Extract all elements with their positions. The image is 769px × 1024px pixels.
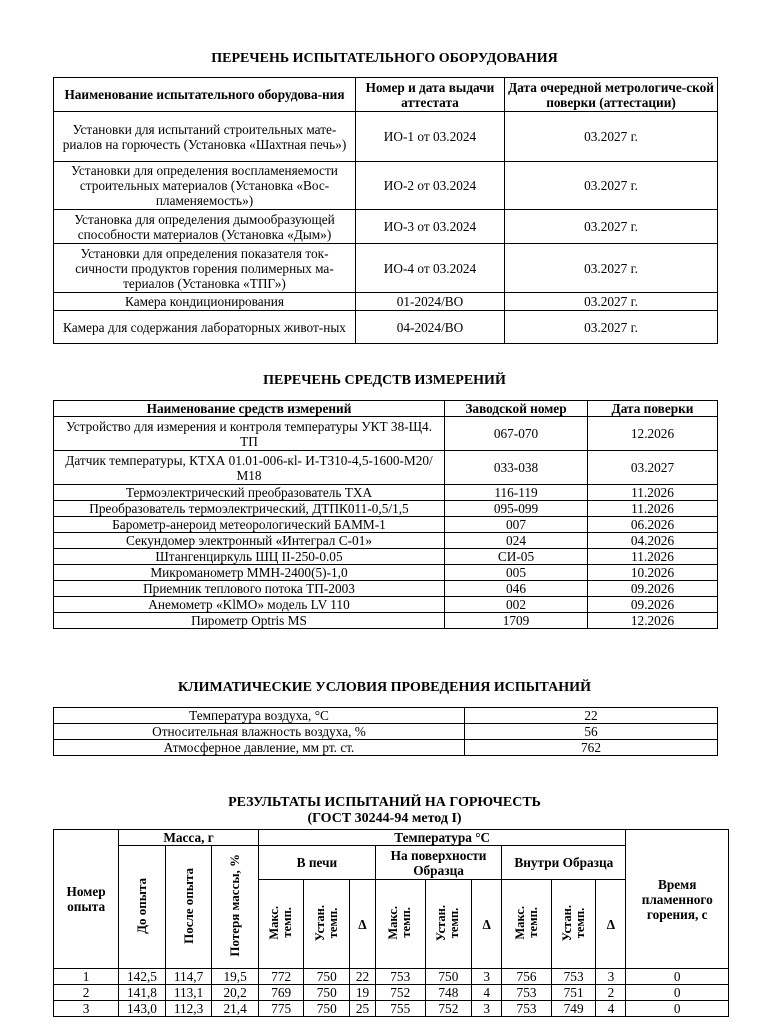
equipment-certificate: ИО-3 от 03.2024 xyxy=(356,210,505,244)
result-furnace-delta: 19 xyxy=(350,985,376,1001)
instrument-check-date: 11.2026 xyxy=(588,549,718,565)
instrument-name: Преобразователь термоэлектрический, ДТПК011-0,5/1,5 xyxy=(54,501,445,517)
equipment-certificate: 04-2024/ВО xyxy=(356,311,505,344)
results-header-furnace-delta: Δ xyxy=(350,880,376,969)
table-row xyxy=(54,533,718,549)
instrument-check-date: 03.2027 xyxy=(588,451,718,485)
equipment-next-check: 03.2027 г. xyxy=(505,210,718,244)
table-row xyxy=(54,597,718,613)
result-furnace-max: 775 xyxy=(258,1001,304,1017)
instrument-serial: 1709 xyxy=(445,613,588,629)
results-header-surface-max: Макс. темп. xyxy=(386,905,414,940)
results-header-loss: Потеря массы, % xyxy=(227,854,243,957)
table-row xyxy=(54,485,718,501)
result-inside-delta: 3 xyxy=(596,969,626,985)
instrument-name: Анемометр «KlMO» модель LV 110 xyxy=(54,597,445,613)
table-row xyxy=(54,162,718,210)
results-header-after: После опыта xyxy=(180,867,196,944)
results-header-inside-set: Устан. темп. xyxy=(559,904,587,941)
instrument-serial: СИ-05 xyxy=(445,549,588,565)
instrument-name: Датчик температуры, КТХА 01.01-006-кl- И-ТЗ10-4,5-1600-М20/М18 xyxy=(54,451,445,485)
climate-value: 22 xyxy=(465,708,718,724)
instrument-check-date: 11.2026 xyxy=(588,501,718,517)
table-row xyxy=(54,451,718,485)
result-mass-after: 113,1 xyxy=(165,985,212,1001)
table-row xyxy=(54,210,718,244)
result-inside-delta: 2 xyxy=(596,985,626,1001)
instrument-check-date: 04.2026 xyxy=(588,533,718,549)
results-header-inside: Внутри Образца xyxy=(502,846,626,880)
result-mass-loss: 21,4 xyxy=(212,1001,259,1017)
result-inside-set: 751 xyxy=(551,985,596,1001)
result-surface-max: 755 xyxy=(375,1001,425,1017)
instrument-serial: 067-070 xyxy=(445,417,588,451)
table-row xyxy=(54,293,718,311)
table-row xyxy=(54,724,718,740)
instrument-check-date: 10.2026 xyxy=(588,565,718,581)
result-surface-set: 750 xyxy=(425,969,472,985)
instrument-serial: 024 xyxy=(445,533,588,549)
result-surface-max: 752 xyxy=(375,985,425,1001)
instruments-header-serial: Заводской номер xyxy=(445,401,588,417)
results-table xyxy=(53,829,729,1017)
results-header-surface-max-cell xyxy=(375,880,425,969)
results-header-inside-set-cell xyxy=(551,880,596,969)
instruments-title: ПЕРЕЧЕНЬ СРЕДСТВ ИЗМЕРЕНИЙ xyxy=(263,373,506,388)
equipment-header-row xyxy=(54,78,718,112)
equipment-header-name: Наименование испытательного оборудова-ния xyxy=(54,78,356,112)
result-flame-time: 0 xyxy=(626,1001,729,1017)
result-flame-time: 0 xyxy=(626,969,729,985)
result-number: 2 xyxy=(54,985,119,1001)
result-inside-set: 753 xyxy=(551,969,596,985)
instrument-name: Микроманометр ММН-2400(5)-1,0 xyxy=(54,565,445,581)
equipment-next-check: 03.2027 г. xyxy=(505,244,718,293)
results-header-furnace: В печи xyxy=(258,846,375,880)
results-header-inside-delta: Δ xyxy=(596,880,626,969)
result-mass-before: 143,0 xyxy=(119,1001,166,1017)
instrument-name: Устройство для измерения и контроля температуры УКТ 38-Щ4. ТП xyxy=(54,417,445,451)
results-title: РЕЗУЛЬТАТЫ ИСПЫТАНИЙ НА ГОРЮЧЕСТЬ xyxy=(228,795,541,810)
results-header-inside-max: Макс. темп. xyxy=(512,905,540,940)
climate-table xyxy=(53,707,718,756)
table-row xyxy=(54,708,718,724)
equipment-certificate: 01-2024/ВО xyxy=(356,293,505,311)
result-mass-after: 114,7 xyxy=(165,969,212,985)
instrument-name: Секундомер электронный «Интеграл С-01» xyxy=(54,533,445,549)
equipment-header-certificate: Номер и дата выдачи аттестата xyxy=(356,78,505,112)
result-mass-after: 112,3 xyxy=(165,1001,212,1017)
instrument-name: Штангенциркуль ШЦ II-250-0.05 xyxy=(54,549,445,565)
equipment-certificate: ИО-4 от 03.2024 xyxy=(356,244,505,293)
result-furnace-set: 750 xyxy=(304,1001,350,1017)
results-header-surface-set-cell xyxy=(425,880,472,969)
equipment-name: Установка для определения дымообразующей способности материалов (Установка «Дым») xyxy=(54,210,356,244)
table-row xyxy=(54,417,718,451)
climate-value: 762 xyxy=(465,740,718,756)
result-mass-before: 142,5 xyxy=(119,969,166,985)
table-row xyxy=(54,985,729,1001)
instrument-serial: 002 xyxy=(445,597,588,613)
instrument-serial: 046 xyxy=(445,581,588,597)
result-surface-delta: 4 xyxy=(472,985,502,1001)
results-header-number: Номер опыта xyxy=(54,830,119,969)
instruments-header-row xyxy=(54,401,718,417)
table-row xyxy=(54,613,718,629)
results-header-before-cell xyxy=(119,846,166,969)
equipment-next-check: 03.2027 г. xyxy=(505,112,718,162)
instrument-check-date: 12.2026 xyxy=(588,613,718,629)
table-row xyxy=(54,311,718,344)
equipment-name: Установки для определения показателя ток-сичности продуктов горения полимерных ма-териалов (Установка «ТПГ») xyxy=(54,244,356,293)
result-mass-loss: 20,2 xyxy=(212,985,259,1001)
table-row xyxy=(54,517,718,533)
instrument-name: Приемник теплового потока ТП-2003 xyxy=(54,581,445,597)
equipment-next-check: 03.2027 г. xyxy=(505,311,718,344)
result-flame-time: 0 xyxy=(626,985,729,1001)
table-row xyxy=(54,581,718,597)
equipment-next-check: 03.2027 г. xyxy=(505,162,718,210)
climate-parameter: Атмосферное давление, мм рт. ст. xyxy=(54,740,465,756)
result-mass-loss: 19,5 xyxy=(212,969,259,985)
result-surface-delta: 3 xyxy=(472,969,502,985)
result-inside-set: 749 xyxy=(551,1001,596,1017)
equipment-name: Камера кондиционирования xyxy=(54,293,356,311)
results-header-furnace-max: Макс. темп. xyxy=(267,905,295,940)
equipment-name: Установки для испытаний строительных мате-риалов на горючесть (Установка «Шахтная печь») xyxy=(54,112,356,162)
results-header-after-cell xyxy=(165,846,212,969)
table-row xyxy=(54,1001,729,1017)
table-row xyxy=(54,969,729,985)
table-row xyxy=(54,112,718,162)
instrument-serial: 095-099 xyxy=(445,501,588,517)
equipment-name: Камера для содержания лабораторных живот-ных xyxy=(54,311,356,344)
instrument-check-date: 09.2026 xyxy=(588,581,718,597)
results-header-furnace-max-cell xyxy=(258,880,304,969)
table-row xyxy=(54,244,718,293)
results-header-loss-cell xyxy=(212,846,259,969)
results-header-furnace-set-cell xyxy=(304,880,350,969)
instrument-check-date: 09.2026 xyxy=(588,597,718,613)
result-inside-delta: 4 xyxy=(596,1001,626,1017)
climate-parameter: Относительная влажность воздуха, % xyxy=(54,724,465,740)
instruments-table xyxy=(53,400,718,629)
instrument-serial: 033-038 xyxy=(445,451,588,485)
equipment-certificate: ИО-2 от 03.2024 xyxy=(356,162,505,210)
instrument-check-date: 06.2026 xyxy=(588,517,718,533)
result-furnace-delta: 22 xyxy=(350,969,376,985)
table-row xyxy=(54,565,718,581)
equipment-certificate: ИО-1 от 03.2024 xyxy=(356,112,505,162)
equipment-name: Установки для определения воспламеняемости строительных материалов (Установка «Вос-пламеняемость») xyxy=(54,162,356,210)
climate-parameter: Температура воздуха, °С xyxy=(54,708,465,724)
result-surface-set: 748 xyxy=(425,985,472,1001)
instrument-serial: 116-119 xyxy=(445,485,588,501)
climate-value: 56 xyxy=(465,724,718,740)
table-row xyxy=(54,501,718,517)
equipment-header-next-check: Дата очередной метрологиче-ской поверки (аттестации) xyxy=(505,78,718,112)
table-row xyxy=(54,549,718,565)
result-inside-max: 756 xyxy=(502,969,552,985)
instruments-header-check-date: Дата поверки xyxy=(588,401,718,417)
result-furnace-set: 750 xyxy=(304,969,350,985)
results-header-surface-delta: Δ xyxy=(472,880,502,969)
instrument-serial: 007 xyxy=(445,517,588,533)
result-furnace-max: 772 xyxy=(258,969,304,985)
instruments-header-name: Наименование средств измерений xyxy=(54,401,445,417)
results-header-furnace-set: Устан. темп. xyxy=(312,904,340,941)
results-header-flame-time: Время пламенного горения, с xyxy=(626,830,729,969)
result-surface-set: 752 xyxy=(425,1001,472,1017)
result-number: 1 xyxy=(54,969,119,985)
results-subtitle: (ГОСТ 30244-94 метод I) xyxy=(307,811,462,826)
results-header-inside-max-cell xyxy=(502,880,552,969)
instrument-serial: 005 xyxy=(445,565,588,581)
results-header-mass: Масса, г xyxy=(119,830,259,846)
equipment-table xyxy=(53,77,718,344)
result-mass-before: 141,8 xyxy=(119,985,166,1001)
instrument-name: Барометр-анероид метеорологический БАММ-1 xyxy=(54,517,445,533)
results-header-surface: На поверхности Образца xyxy=(375,846,501,880)
results-header-surface-set: Устан. темп. xyxy=(434,904,462,941)
table-row xyxy=(54,740,718,756)
instrument-check-date: 12.2026 xyxy=(588,417,718,451)
results-header-before: До опыта xyxy=(133,877,149,934)
result-surface-delta: 3 xyxy=(472,1001,502,1017)
result-number: 3 xyxy=(54,1001,119,1017)
instrument-name: Пирометр Optris MS xyxy=(54,613,445,629)
instrument-name: Термоэлектрический преобразователь ТХА xyxy=(54,485,445,501)
result-furnace-set: 750 xyxy=(304,985,350,1001)
equipment-next-check: 03.2027 г. xyxy=(505,293,718,311)
result-surface-max: 753 xyxy=(375,969,425,985)
equipment-title: ПЕРЕЧЕНЬ ИСПЫТАТЕЛЬНОГО ОБОРУДОВАНИЯ xyxy=(211,51,558,66)
results-header-row-1 xyxy=(54,830,729,846)
climate-title: КЛИМАТИЧЕСКИЕ УСЛОВИЯ ПРОВЕДЕНИЯ ИСПЫТАНИЙ xyxy=(178,680,591,695)
result-inside-max: 753 xyxy=(502,985,552,1001)
instrument-check-date: 11.2026 xyxy=(588,485,718,501)
result-inside-max: 753 xyxy=(502,1001,552,1017)
results-header-temperature: Температура °С xyxy=(258,830,626,846)
result-furnace-max: 769 xyxy=(258,985,304,1001)
result-furnace-delta: 25 xyxy=(350,1001,376,1017)
